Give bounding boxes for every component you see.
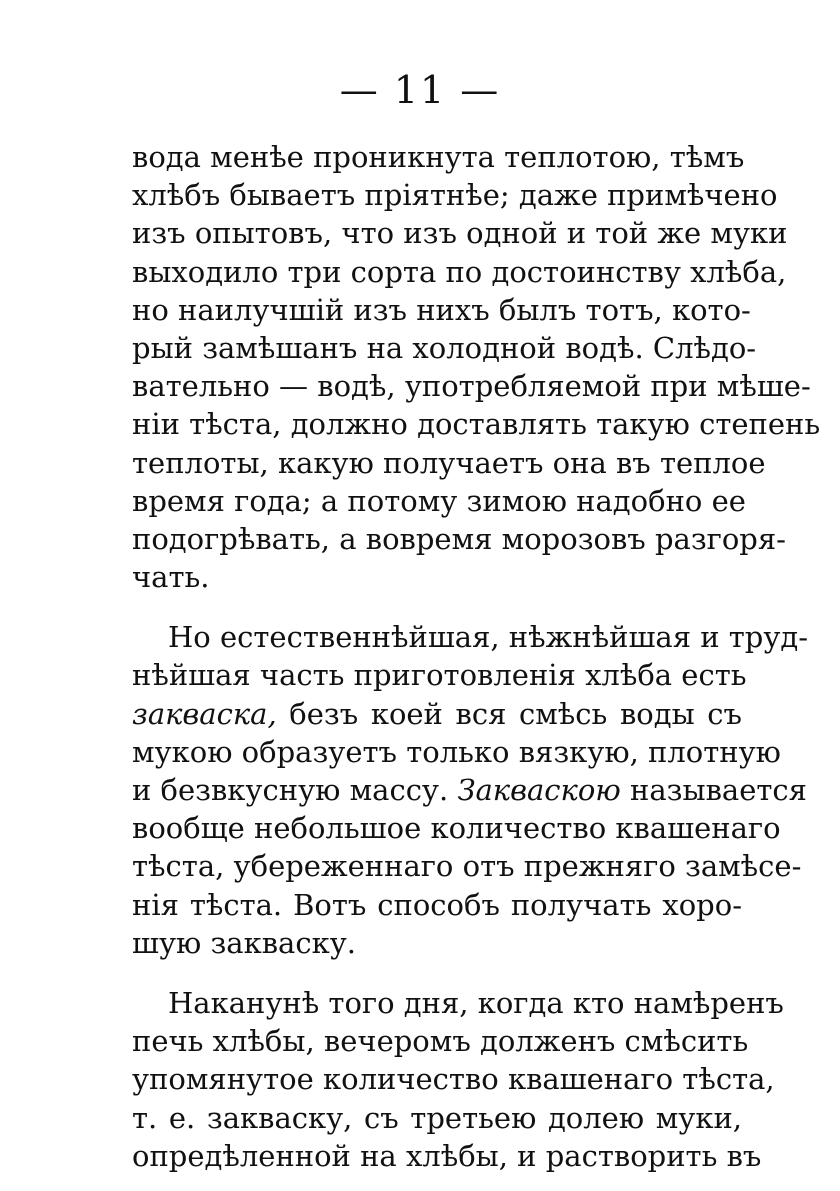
text-line — [132, 695, 742, 733]
text-span: безъ коей вся смѣсь воды съ — [276, 696, 742, 731]
text-line: подогрѣвать, а вовремя морозовъ разгоря- — [132, 521, 786, 556]
text-line: выходило три сорта по достоинству хлѣба, — [132, 254, 787, 289]
text-line — [132, 771, 807, 809]
text-line: чать. — [132, 560, 210, 595]
text-line: рый замѣшанъ на холодной водѣ. Слѣдо- — [132, 330, 757, 365]
text-line: тѣста, убереженнаго отъ прежняго замѣсе- — [132, 849, 802, 884]
paragraph — [132, 618, 809, 962]
text-line: время года; а потому зимою надобно ее — [132, 483, 746, 518]
text-line: хлѣбъ бываетъ прiятнѣе; даже примѣчено — [132, 178, 778, 213]
text-span: и безвкусную массу. — [132, 773, 458, 807]
italic-term: закваска, — [132, 696, 277, 731]
text-line: вода менѣе проникнута теплотою, тѣмъ — [132, 140, 745, 174]
text-line: теплоты, какую получаетъ она въ теплое — [132, 445, 766, 480]
text-line: Но естественнѣйшая, нѣжнѣйшая и труд- — [168, 620, 809, 655]
italic-term: Закваскою — [457, 773, 621, 807]
text-line: упомянутое количество квашенаго тѣста, — [132, 1062, 775, 1097]
text-line: но наилучшiй изъ нихъ былъ тотъ, кото- — [132, 292, 751, 327]
paragraph — [132, 984, 784, 1175]
text-line: вательно — водѣ, употребляемой при мѣше- — [132, 369, 811, 404]
text-line: т. е. закваску, съ третьею долею муки, — [132, 1100, 742, 1135]
text-line: печь хлѣбы, вечеромъ долженъ смѣсить — [132, 1024, 749, 1059]
text-line: шую закваску. — [132, 925, 356, 960]
page-number: — 11 — — [339, 68, 501, 112]
text-line: Наканунѣ того дня, когда кто намѣренъ — [168, 985, 784, 1020]
text-line: нiя тѣста. Вотъ способъ получать хоро- — [132, 887, 742, 922]
paragraph — [132, 138, 821, 596]
text-line: вообще небольшое количество квашенаго — [132, 811, 781, 846]
text-line: изъ опытовъ, что изъ одной и той же муки — [132, 216, 788, 251]
text-line: нiи тѣста, должно доставлять такую степень — [132, 407, 821, 442]
body-text — [132, 138, 821, 1175]
text-line: мукою образуетъ только вязкую, плотную — [132, 734, 781, 769]
text-span: называется — [620, 773, 807, 807]
text-line: нѣйшая часть приготовленiя хлѣба есть — [132, 658, 747, 693]
text-line: опредѣленной на хлѣбы, и растворить въ — [132, 1138, 762, 1173]
